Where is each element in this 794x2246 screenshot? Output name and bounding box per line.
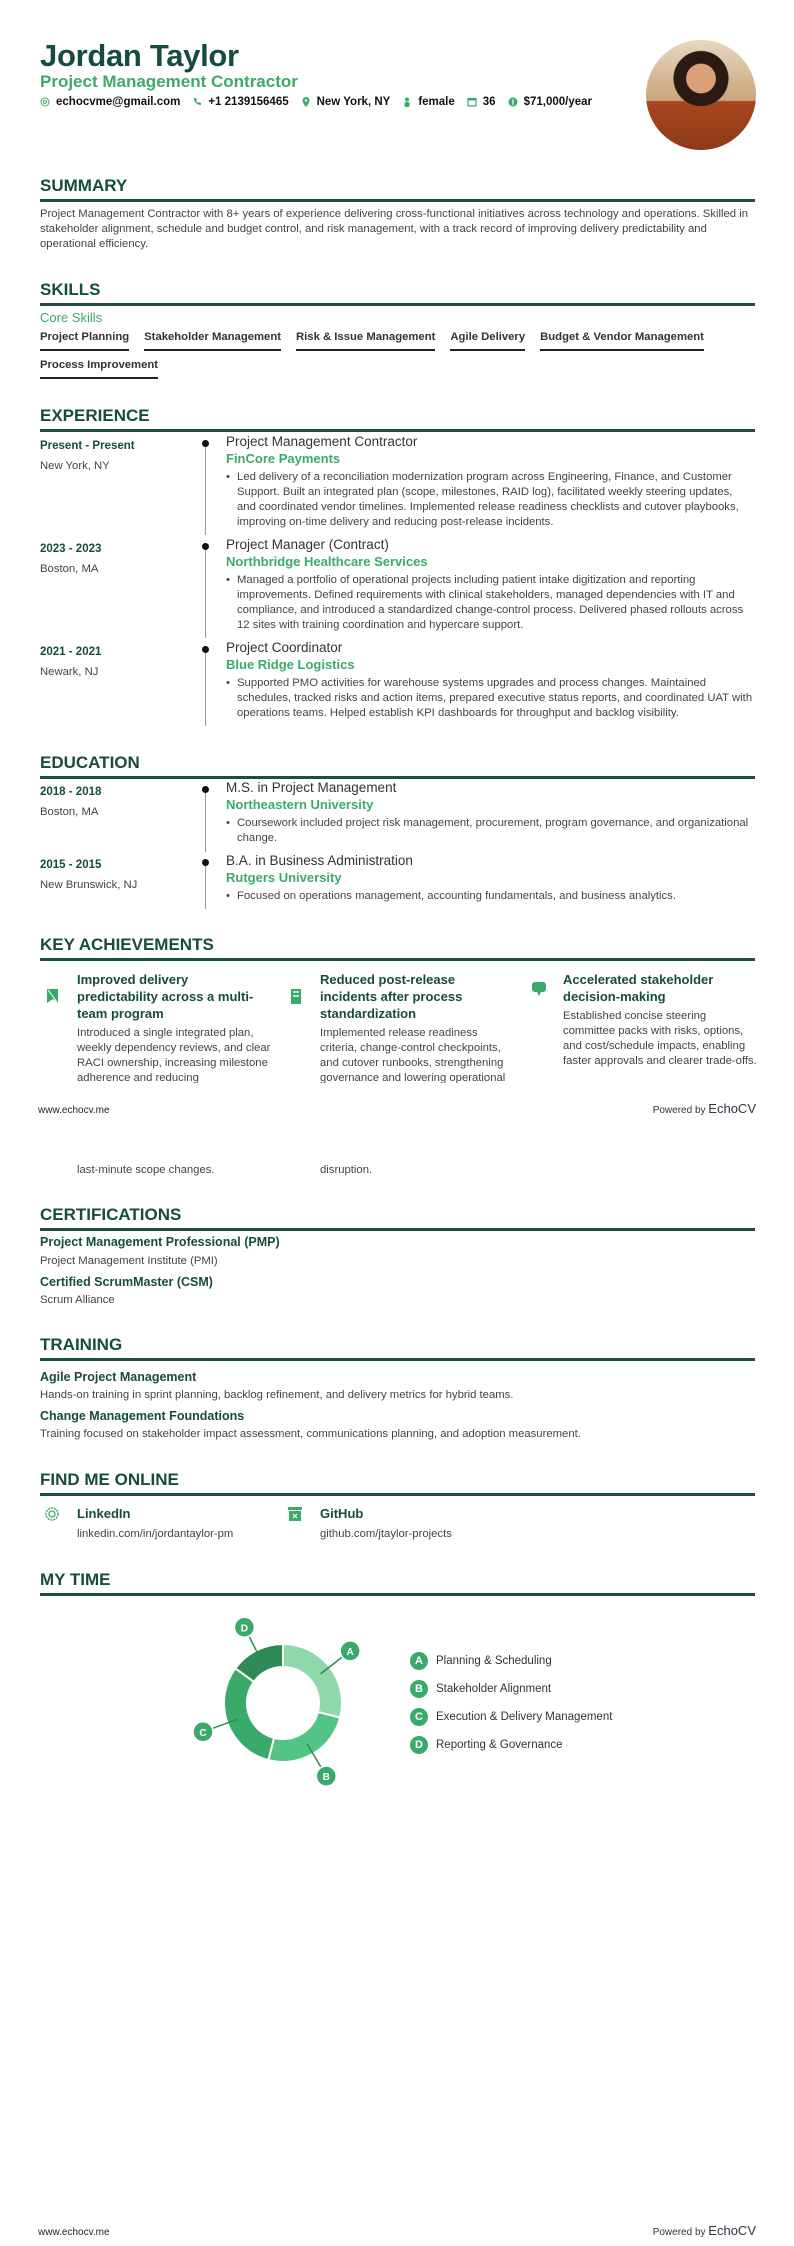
- training-heading: TRAINING: [40, 1335, 755, 1361]
- footer-powered[interactable]: [653, 1101, 756, 1116]
- entry-location: New Brunswick, NJ: [40, 879, 138, 891]
- legend-item: [410, 1680, 551, 1698]
- entry-company: Blue Ridge Logistics: [226, 657, 355, 672]
- entry-company: FinCore Payments: [226, 451, 341, 466]
- email-text: echocvme@gmail.com: [56, 96, 181, 108]
- skill-tag: Process Improvement: [40, 359, 158, 379]
- entry-dates: 2023 - 2023: [40, 543, 102, 555]
- linkedin-url[interactable]: linkedin.com/in/jordantaylor-pm: [77, 1528, 234, 1540]
- contact-phone[interactable]: [192, 96, 288, 108]
- achievement-title: Reduced post-release incidents after process standardization: [320, 972, 463, 1021]
- timeline-dot: [202, 859, 209, 866]
- at-icon: [40, 97, 50, 107]
- calendar-icon: [467, 97, 477, 107]
- phone-text: +1 2139156465: [208, 96, 289, 108]
- contact-salary: [508, 96, 592, 108]
- entry-location: Boston, MA: [40, 806, 99, 818]
- contact-location: [301, 96, 391, 108]
- skills-subheading: Core Skills: [40, 310, 103, 325]
- legend-badge: D: [410, 1736, 428, 1754]
- achievement-desc-continued: disruption.: [320, 1164, 373, 1176]
- skill-tag: Agile Delivery: [450, 331, 525, 351]
- timeline-dot: [202, 646, 209, 653]
- salary-text: $71,000/year: [523, 96, 592, 108]
- entry-location: New York, NY: [40, 460, 110, 472]
- timeline-dot: [202, 440, 209, 447]
- brand-text: EchoCV: [708, 1101, 756, 1116]
- achievements-page1: [0, 968, 794, 1083]
- slice-label: B: [322, 1772, 330, 1784]
- legend-label: Reporting & Governance: [436, 1739, 563, 1751]
- slice-label: A: [346, 1646, 354, 1658]
- legend-label: Planning & Scheduling: [436, 1655, 552, 1667]
- entry-school: Rutgers University: [226, 870, 342, 885]
- github-icon: [287, 1506, 303, 1522]
- donut-slice-B: [268, 1712, 340, 1762]
- entry-bullet: • Managed a portfolio of operational projects including patient intake digitization and reporting improvements. Defined requirements with clinical stakeholders, managed dependencies with IT and compliance, and introduced a standardized change-control process. Delivered phased rollouts across 12 sites with training coordination and hypercare support.: [226, 573, 754, 633]
- legend-badge: C: [410, 1708, 428, 1726]
- timeline-line: [205, 786, 206, 852]
- slice-label: D: [240, 1623, 249, 1635]
- timeline-line: [205, 859, 206, 909]
- training-desc: Hands-on training in sprint planning, backlog refinement, and delivery metrics for hybrid teams.: [40, 1389, 514, 1401]
- skills-heading: SKILLS: [40, 280, 755, 306]
- donut-slice-C: [224, 1668, 274, 1760]
- achievement-title: Accelerated stakeholder decision-making: [563, 972, 714, 1004]
- certifications-heading: CERTIFICATIONS: [40, 1205, 755, 1231]
- github-label: GitHub: [320, 1506, 364, 1521]
- github-url[interactable]: github.com/jtaylor-projects: [320, 1528, 452, 1540]
- entry-dates: 2021 - 2021: [40, 646, 102, 658]
- entry-bullet: • Supported PMO activities for warehouse systems upgrades and process changes. Maintained schedules, tracked risks and action items, prepared executive status reports, and coordinated UAT with operations teams. Helped establish KPI dashboards for throughput and backlog visibility.: [226, 676, 754, 721]
- achievement-desc-continued: last-minute scope changes.: [77, 1164, 215, 1176]
- online-heading: FIND ME ONLINE: [40, 1470, 755, 1496]
- legend-item: [410, 1708, 612, 1726]
- legend-label: Stakeholder Alignment: [436, 1683, 552, 1695]
- flag-icon: [45, 988, 61, 1004]
- entry-role: Project Manager (Contract): [226, 537, 389, 552]
- footer-site-link[interactable]: www.echocv.me: [38, 2227, 110, 2238]
- person-icon: [402, 97, 412, 107]
- my-time-heading: MY TIME: [40, 1570, 755, 1596]
- location-pin-icon: [301, 97, 311, 107]
- training-name: Change Management Foundations: [40, 1409, 245, 1423]
- experience-heading: EXPERIENCE: [40, 406, 755, 432]
- timeline-line: [205, 543, 206, 638]
- entry-degree: B.A. in Business Administration: [226, 853, 413, 868]
- entry-bullet: • Coursework included project risk management, procurement, program governance, and organizational change.: [226, 816, 754, 846]
- powered-by-text: Powered by: [652, 1105, 706, 1116]
- entry-dates: 2015 - 2015: [40, 859, 102, 871]
- timeline-dot: [202, 543, 209, 550]
- summary-text: Project Management Contractor with 8+ years of experience delivering cross-functional initiatives across technology and operations. Skilled in stakeholder alignment, schedule and budget control, and risk management, with a track record of improving delivery predictability and operational efficiency.: [40, 208, 748, 250]
- skill-tag: Project Planning: [40, 331, 129, 351]
- timeline-line: [205, 440, 206, 535]
- legend-badge: A: [410, 1652, 428, 1670]
- legend-label: Execution & Delivery Management: [436, 1711, 613, 1723]
- contact-email[interactable]: [40, 96, 180, 108]
- time-donut-chart: [150, 1600, 400, 1800]
- legend-item: [410, 1736, 563, 1754]
- contact-gender: [402, 96, 454, 108]
- entry-location: Boston, MA: [40, 563, 99, 575]
- skill-tag: Budget & Vendor Management: [540, 331, 704, 351]
- linkedin-icon: [45, 1507, 59, 1521]
- linkedin-label: LinkedIn: [77, 1506, 131, 1521]
- entry-dates: 2018 - 2018: [40, 786, 102, 798]
- slice-label: C: [199, 1727, 207, 1739]
- phone-icon: [192, 97, 202, 107]
- achievement-card: [77, 971, 272, 1083]
- timeline-line: [205, 646, 206, 726]
- footer-site-link[interactable]: www.echocv.me: [38, 1105, 110, 1116]
- entry-role: Project Management Contractor: [226, 434, 418, 449]
- skill-tag: Stakeholder Management: [144, 331, 281, 351]
- location-text: New York, NY: [316, 96, 391, 108]
- education-heading: EDUCATION: [40, 753, 755, 779]
- achievement-card: [563, 971, 758, 1069]
- legend-item: [410, 1652, 552, 1670]
- candidate-title: Project Management Contractor: [40, 72, 298, 91]
- chat-bubble-icon: [531, 981, 547, 997]
- powered-by-text: Powered by: [652, 2227, 706, 2238]
- summary-heading: SUMMARY: [40, 176, 755, 202]
- achievement-desc: Established concise steering committee packs with risks, options, and cost/schedule impacts, enabling faster approvals and clearer trade-offs.: [563, 1010, 757, 1067]
- entry-bullet: • Led delivery of a reconciliation modernization program across Engineering, Finance, and Customer Support. Built an integrated plan (scope, milestones, RAID log), facilitated weekly steering updates, and coordinated vendor timelines. Implemented release readiness checklists and cutover playbooks, improving on-time delivery and reducing post-release incidents.: [226, 470, 754, 530]
- building-icon: [288, 988, 304, 1004]
- profile-photo: [646, 40, 756, 150]
- entry-role: Project Coordinator: [226, 640, 343, 655]
- skills-list: [40, 331, 755, 379]
- footer-powered[interactable]: [653, 2223, 756, 2238]
- achievement-card: [320, 971, 515, 1083]
- contact-age: [467, 96, 496, 108]
- entry-location: Newark, NJ: [40, 666, 99, 678]
- achievement-title: Improved delivery predictability across a multi-team program: [77, 972, 254, 1021]
- certification-issuer: Scrum Alliance: [40, 1294, 115, 1306]
- candidate-name: Jordan Taylor: [40, 38, 239, 73]
- entry-dates: Present - Present: [40, 440, 135, 452]
- timeline-dot: [202, 786, 209, 793]
- entry-company: Northbridge Healthcare Services: [226, 554, 428, 569]
- brand-text: EchoCV: [708, 2223, 756, 2238]
- entry-school: Northeastern University: [226, 797, 374, 812]
- achievement-desc: Implemented release readiness criteria, change-control checkpoints, and cutover runbooks, strengthening governance and lowering operational: [320, 1027, 506, 1083]
- legend-badge: B: [410, 1680, 428, 1698]
- age-text: 36: [482, 96, 496, 108]
- certification-name: Certified ScrumMaster (CSM): [40, 1275, 213, 1289]
- contact-bar: [40, 96, 592, 108]
- training-desc: Training focused on stakeholder impact assessment, communications planning, and adoption measurement.: [40, 1428, 581, 1440]
- entry-bullet: • Focused on operations management, accounting fundamentals, and business analytics.: [226, 889, 754, 904]
- certification-issuer: Project Management Institute (PMI): [40, 1255, 218, 1267]
- dollar-icon: [508, 97, 518, 107]
- entry-degree: M.S. in Project Management: [226, 780, 397, 795]
- training-name: Agile Project Management: [40, 1370, 197, 1384]
- gender-text: female: [418, 96, 455, 108]
- skill-tag: Risk & Issue Management: [296, 331, 435, 351]
- achievements-heading: KEY ACHIEVEMENTS: [40, 935, 755, 961]
- achievement-desc: Introduced a single integrated plan, weekly dependency reviews, and clear RACI ownership, increasing milestone adherence and reducing: [77, 1027, 271, 1083]
- donut-slice-A: [283, 1644, 342, 1718]
- certification-name: Project Management Professional (PMP): [40, 1235, 280, 1249]
